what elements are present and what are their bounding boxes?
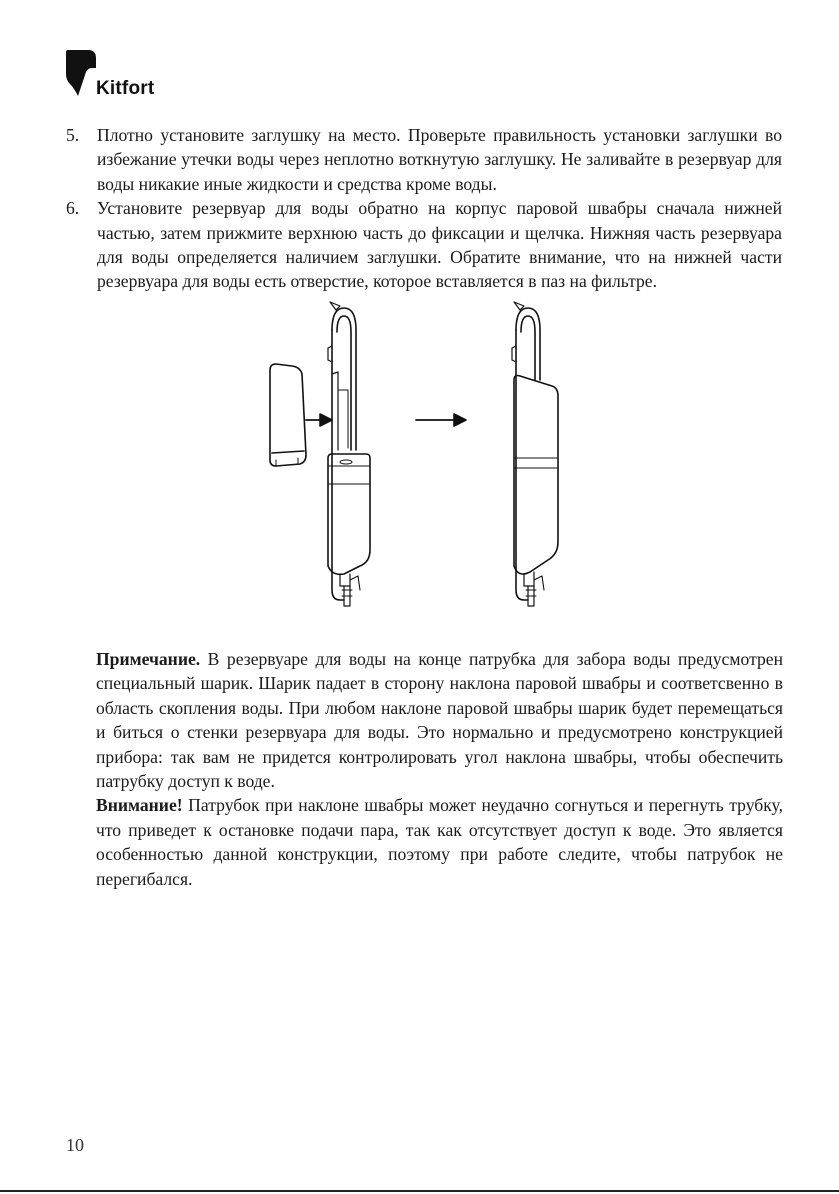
note-paragraph [96,647,783,793]
insert-arrow [306,414,332,426]
bottom-rule [0,1190,839,1192]
brand-name: Kitfort [96,78,155,99]
step-item [66,196,782,294]
kitfort-logo [66,50,176,100]
step-item [66,123,782,196]
note-text: В резервуаре для воды на конце патрубка для забора воды предусмотрен специальный шарик. Шарик падает в сторону наклона паровой швабры и соответсвенно в область скопления воды. При любом наклоне паровой швабры шарик будет перемещаться и биться о стенки резервуара для воды. Это нормально и предусмотрено конструкцией прибора: так вам не придется контролировать угол наклона швабры, чтобы обеспечить патрубку доступ к воде. [96,649,783,792]
warning-paragraph [96,793,783,891]
notes-section [96,647,783,891]
kitfort-logo-mark [66,50,96,96]
warning-label: Внимание! [96,795,183,816]
water-tank-detached [270,364,306,466]
steam-mop-with-tank [512,302,558,606]
instruction-steps [66,123,782,294]
note-label: Примечание. [96,649,201,669]
result-arrow [416,414,466,426]
step-text: Установите резервуар для воды обратно на корпус паровой швабры сначала нижней частью, затем прижмите верхнюю часть до фиксации и щелчка. Нижняя часть резервуара для воды определяется наличием заглушки. Обратите внимание, что на нижней части резервуара для воды есть отверстие, которое вставляется в паз на фильтре. [97,198,782,292]
warning-text: Патрубок при наклоне швабры может неудачно согнуться и перегнуть трубку, что приведет к остановке подачи пара, так как отсутствует доступ к воде. Это является особенностью данной конструкции, поэтому при работе следите, чтобы патрубок не перегибался. [96,795,783,889]
steam-mop-without-tank [328,302,370,606]
step-number: 5. [66,125,80,145]
step-number: 6. [66,198,80,219]
page-number: 10 [66,1135,84,1155]
step-text: Плотно установите заглушку на место. Проверьте правильность установки заглушки во избежание утечки воды через неплотно воткнутую заглушку. Не заливайте в резервуар для воды никакие иные жидкости и средства кроме воды. [97,125,782,194]
tank-installation-illustration [240,290,580,620]
